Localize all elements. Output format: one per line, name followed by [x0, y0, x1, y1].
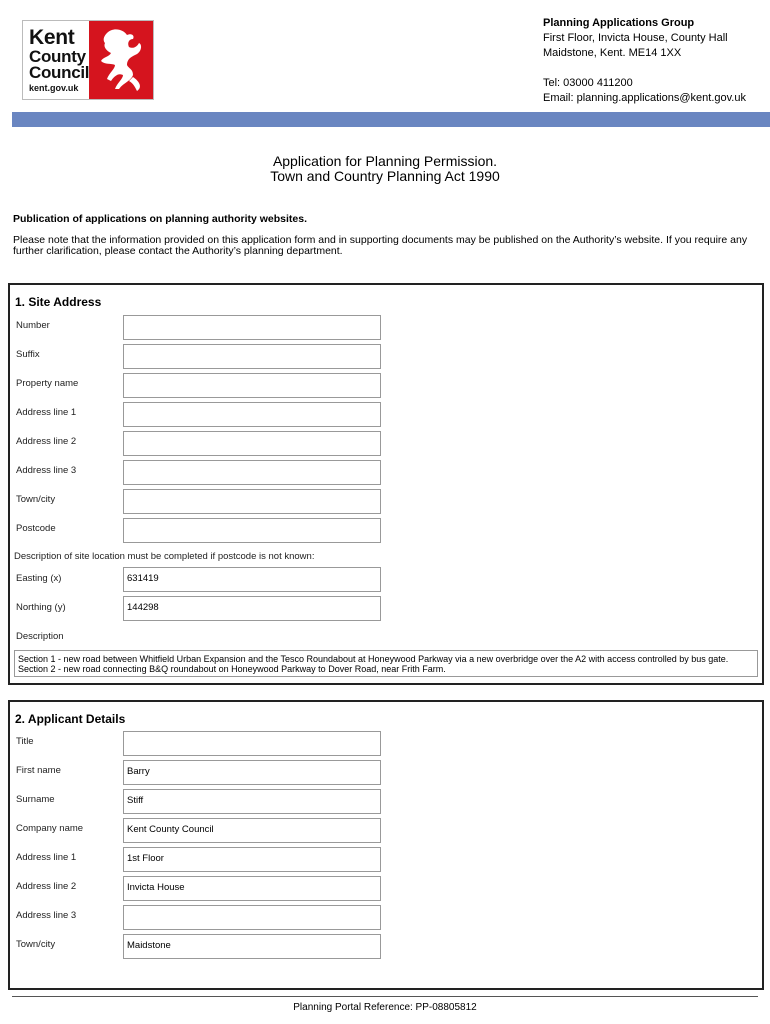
organisation-contact — [543, 16, 746, 106]
label-address-line-1: Address line 1 — [16, 852, 77, 863]
label-address-line-3: Address line 3 — [16, 465, 77, 476]
org-address-line-1: First Floor, Invicta House, County Hall — [543, 32, 728, 44]
label-easting: Easting (x) — [16, 573, 62, 584]
label-number: Number — [16, 320, 50, 331]
label-town-city: Town/city — [16, 939, 56, 950]
logo-wordmark — [29, 27, 91, 81]
northing-field[interactable]: 144298 — [123, 596, 381, 621]
org-name: Planning Applications Group — [543, 17, 695, 29]
label-suffix: Suffix — [16, 349, 40, 360]
publication-notice: Please note that the information provided on this application form and in supporting documents may be published on the Authority’s website. If you require any further clarification, please contact the Authority’s planning department. — [13, 234, 748, 257]
form-title-line-1: Application for Planning Permission. — [272, 153, 498, 169]
label-town-city: Town/city — [16, 494, 56, 505]
white-horse-icon — [89, 21, 153, 99]
address-line-2-field[interactable]: Invicta House — [123, 876, 381, 901]
form-title — [0, 154, 770, 184]
label-title: Title — [16, 736, 34, 747]
label-first-name: First name — [16, 765, 61, 776]
label-address-line-2: Address line 2 — [16, 881, 77, 892]
surname-field[interactable]: Stiff — [123, 789, 381, 814]
logo-url: kent.gov.uk — [29, 83, 79, 93]
address-line-1-field[interactable] — [123, 402, 381, 427]
label-description: Description — [16, 631, 64, 642]
address-line-3-field[interactable] — [123, 905, 381, 930]
easting-field[interactable]: 631419 — [123, 567, 381, 592]
site-address-section — [8, 283, 764, 685]
org-telephone: Tel: 03000 411200 — [543, 77, 633, 89]
label-address-line-2: Address line 2 — [16, 436, 77, 447]
logo-line-council: Council — [29, 63, 90, 82]
number-field[interactable] — [123, 315, 381, 340]
org-email: Email: planning.applications@kent.gov.uk — [543, 92, 746, 104]
applicant-details-section — [8, 700, 764, 990]
description-field[interactable]: Section 1 - new road between Whitfield Urban Expansion and the Tesco Roundabout at Honeywood Parkway via a new overbridge over the A2 with access controlled by bus gate. Section 2 - new road connecting B&Q roundabout on Honeywood Parkway to Dover Road, near Frith Farm. — [14, 650, 758, 677]
address-line-2-field[interactable] — [123, 431, 381, 456]
logo-line-kent: Kent — [29, 26, 75, 49]
publication-heading: Publication of applications on planning authority websites. — [13, 213, 308, 225]
org-address-line-2: Maidstone, Kent. ME14 1XX — [543, 47, 682, 59]
town-city-field[interactable] — [123, 489, 381, 514]
address-line-3-field[interactable] — [123, 460, 381, 485]
label-property-name: Property name — [16, 378, 79, 389]
title-field[interactable] — [123, 731, 381, 756]
section-title: 1. Site Address — [15, 295, 102, 309]
property-name-field[interactable] — [123, 373, 381, 398]
label-address-line-1: Address line 1 — [16, 407, 77, 418]
first-name-field[interactable]: Barry — [123, 760, 381, 785]
header-band — [12, 112, 770, 127]
logo-line-county: County — [29, 47, 86, 66]
section-title: 2. Applicant Details — [15, 712, 126, 726]
label-postcode: Postcode — [16, 523, 56, 534]
label-address-line-3: Address line 3 — [16, 910, 77, 921]
label-northing: Northing (y) — [16, 602, 66, 613]
town-city-field[interactable]: Maidstone — [123, 934, 381, 959]
kent-county-council-logo — [22, 20, 154, 100]
label-company-name: Company name — [16, 823, 84, 834]
location-note: Description of site location must be completed if postcode is not known: — [14, 551, 315, 562]
postcode-field[interactable] — [123, 518, 381, 543]
planning-portal-reference: Planning Portal Reference: PP-08805812 — [293, 1002, 477, 1013]
label-surname: Surname — [16, 794, 55, 805]
suffix-field[interactable] — [123, 344, 381, 369]
footer-divider — [12, 996, 758, 997]
address-line-1-field[interactable]: 1st Floor — [123, 847, 381, 872]
company-name-field[interactable]: Kent County Council — [123, 818, 381, 843]
form-title-line-2: Town and Country Planning Act 1990 — [270, 168, 500, 184]
